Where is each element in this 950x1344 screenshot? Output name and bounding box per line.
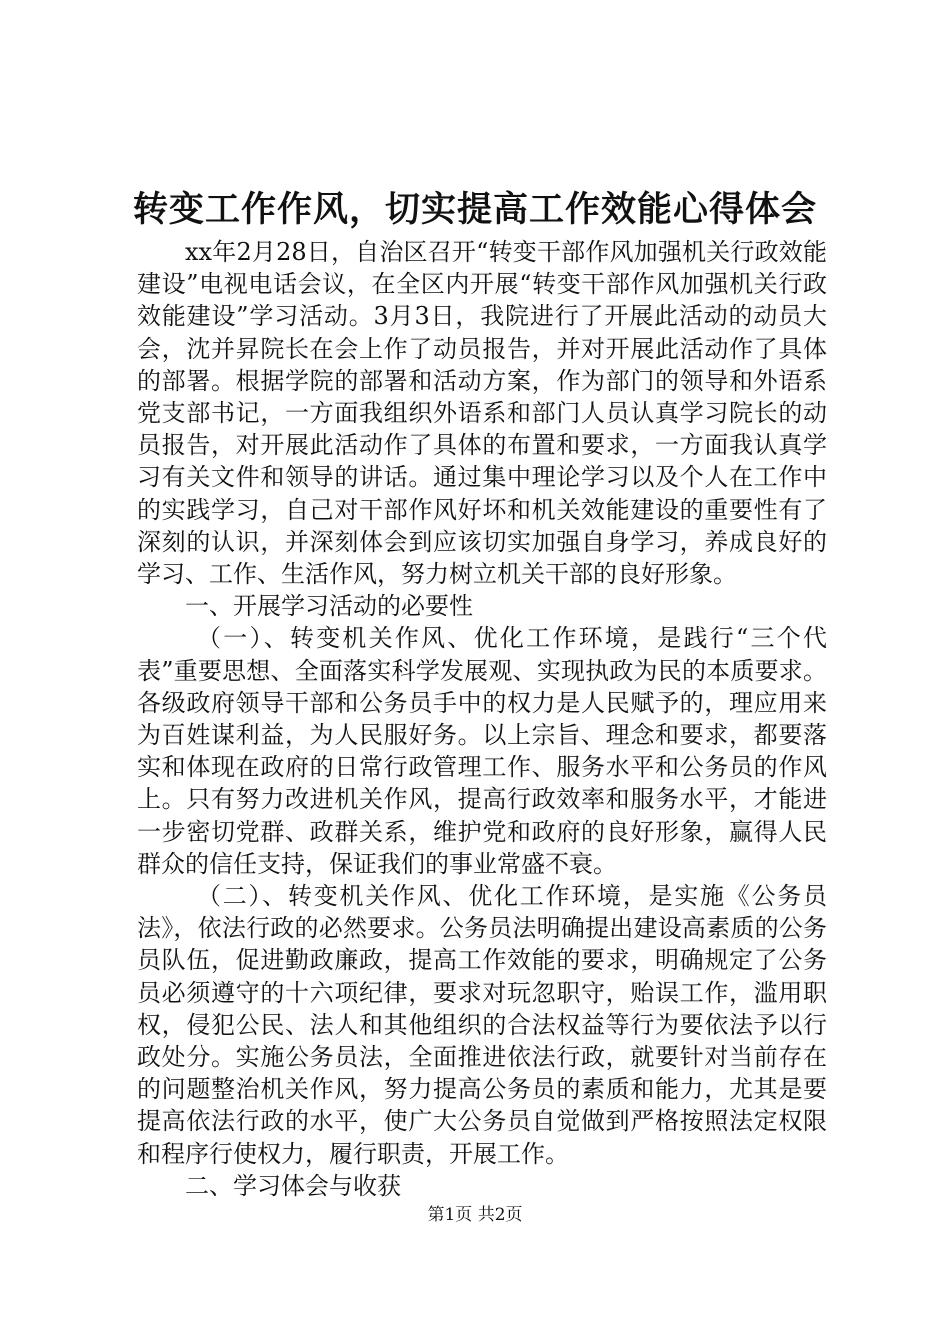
subsection-paragraph-2: （二）、转变机关作风、优化工作环境，是实施《公务员法》，依法行政的必然要求。公务员法明确提出建设高素质的公务员队伍，促进勤政廉政，提高工作效能的要求，明确规定了公务员必须遵守的十六项纪律，要求对玩忽职守，贻误工作，滥用职权，侵犯公民、法人和其他组织的合法权益等行为要依法予以行政处分。实施公务员法，全面推进依法行政，就要针对当前存在的问题整治机关作风，努力提高公务员的素质和能力，尤其是要提高依法行政的水平，使广大公务员自觉做到严格按照法定权限和程序行使权力，履行职责，开展工作。 [137,882,827,1168]
page-number: 第1页 共2页 [427,1205,523,1225]
document-body [137,236,827,1202]
page-footer [0,1203,950,1227]
section-heading-2: 二、学习体会与收获 [185,1171,401,1200]
intro-paragraph: xx年2月28日，自治区召开“转变干部作风加强机关行政效能建设”电视电话会议，在全区内开展“转变干部作风加强机关行政效能建设”学习活动。3月3日，我院进行了开展此活动的动员大会，沈并昇院长在会上作了动员报告，并对开展此活动作了具体的部署。根据学院的部署和活动方案，作为部门的领导和外语系党支部书记，一方面我组织外语系和部门人员认真学习院长的动员报告，对开展此活动作了具体的布置和要求，一方面我认真学习有关文件和领导的讲话。通过集中理论学习以及个人在工作中的实践学习，自己对干部作风好坏和机关效能建设的重要性有了深刻的认识，并深刻体会到应该切实加强自身学习，养成良好的学习、工作、生活作风，努力树立机关干部的良好形象。 [137,238,827,589]
subsection-paragraph-1: （一）、转变机关作风、优化工作环境，是践行“三个代表”重要思想、全面落实科学发展观、实现执政为民的本质要求。各级政府领导干部和公务员手中的权力是人民赋予的，理应用来为百姓谋利益，为人民服好务。以上宗旨、理念和要求，都要落实和体现在政府的日常行政管理工作、服务水平和公务员的作风上。只有努力改进机关作风，提高行政效率和服务水平，才能进一步密切党群、政群关系，维护党和政府的良好形象，赢得人民群众的信任支持，保证我们的事业常盛不衰。 [137,624,827,878]
document-title: 转变工作作风，切实提高工作效能心得体会 [132,190,817,230]
section-heading-1: 一、开展学习活动的必要性 [185,592,473,621]
